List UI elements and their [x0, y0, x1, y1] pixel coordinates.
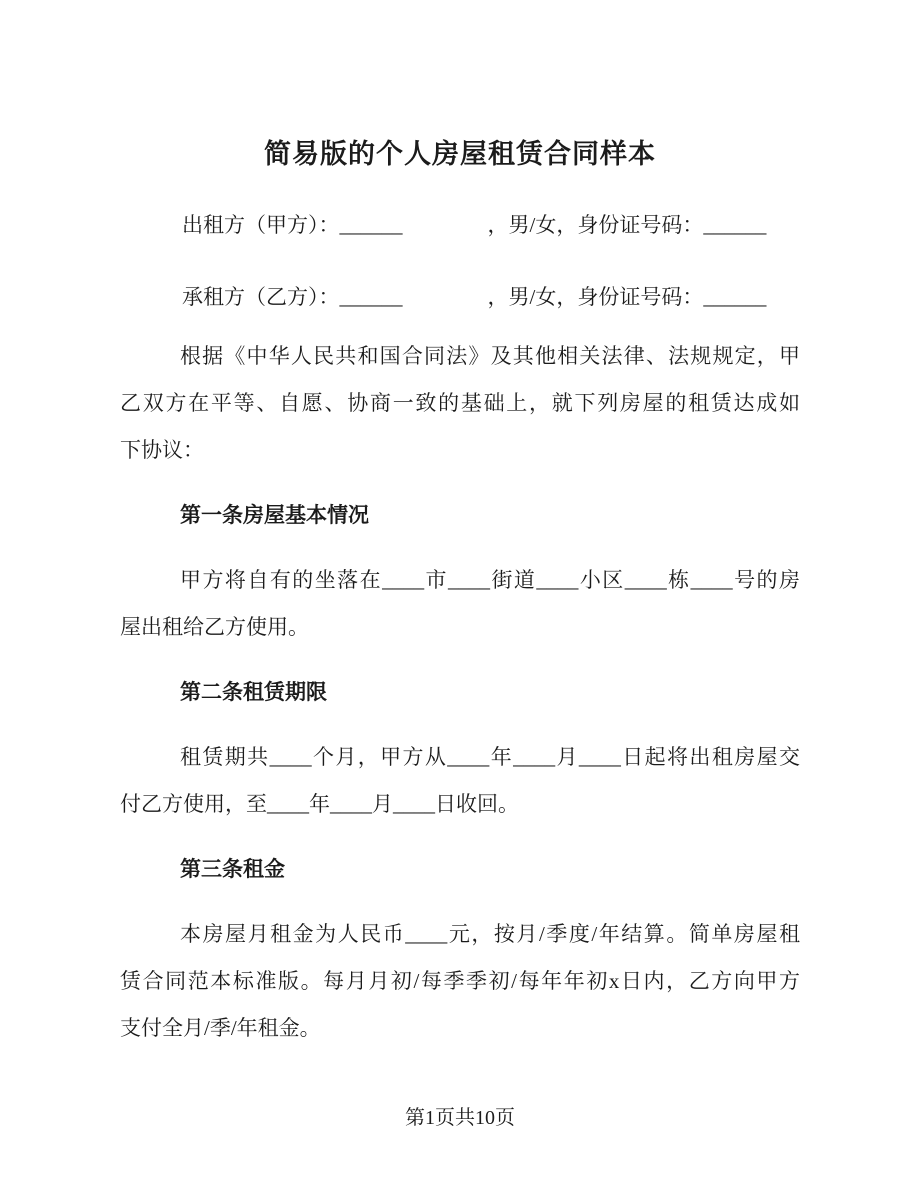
- page-number-footer: 第1页共10页: [405, 1107, 515, 1129]
- lessee-label: 承租方（乙方）：: [182, 285, 340, 309]
- section-3-body: [120, 911, 800, 1052]
- lessor-name-blank: ______: [339, 213, 403, 237]
- body-line: 支付全月/季/年租金。: [120, 1016, 321, 1040]
- preamble-line: 根据《中华人民共和国合同法》及其他相关法律、法规规定，甲: [180, 344, 800, 368]
- section-1-heading: 第一条房屋基本情况: [180, 503, 369, 527]
- body-line: 付乙方使用，至____年____月____日收回。: [120, 792, 519, 816]
- lessor-label: 出租方（甲方）：: [182, 213, 340, 237]
- body-line: 赁合同范本标准版。每月月初/每季季初/每年年初x日内，乙方向甲方: [120, 969, 800, 993]
- lessee-id-label: ，男/女，身份证号码：: [487, 285, 704, 309]
- lessee-name-blank: ______: [339, 285, 403, 309]
- preamble-paragraph: [120, 333, 800, 474]
- body-line: 屋出租给乙方使用。: [120, 615, 309, 639]
- lessee-id-blank: ______: [703, 285, 767, 309]
- party-line-lessee: [120, 274, 800, 321]
- party-line-lessor: [120, 202, 800, 249]
- body-line: 租赁期共____个月，甲方从____年____月____日起将出租房屋交: [180, 745, 800, 769]
- body-line: 甲方将自有的坐落在____市____街道____小区____栋____号的房: [180, 568, 800, 592]
- body-line: 本房屋月租金为人民币____元，按月/季度/年结算。简单房屋租: [180, 922, 800, 946]
- section-2-body: [120, 734, 800, 828]
- lessor-id-blank: ______: [703, 213, 767, 237]
- section-3-heading: 第三条租金: [180, 857, 285, 881]
- preamble-line: 下协议：: [120, 438, 204, 462]
- contract-title: 简易版的个人房屋租赁合同样本: [264, 139, 656, 169]
- section-1-body: [120, 557, 800, 651]
- preamble-line: 乙双方在平等、自愿、协商一致的基础上，就下列房屋的租赁达成如: [120, 391, 800, 415]
- section-2-heading: 第二条租赁期限: [180, 680, 327, 704]
- lessor-id-label: ，男/女，身份证号码：: [487, 213, 704, 237]
